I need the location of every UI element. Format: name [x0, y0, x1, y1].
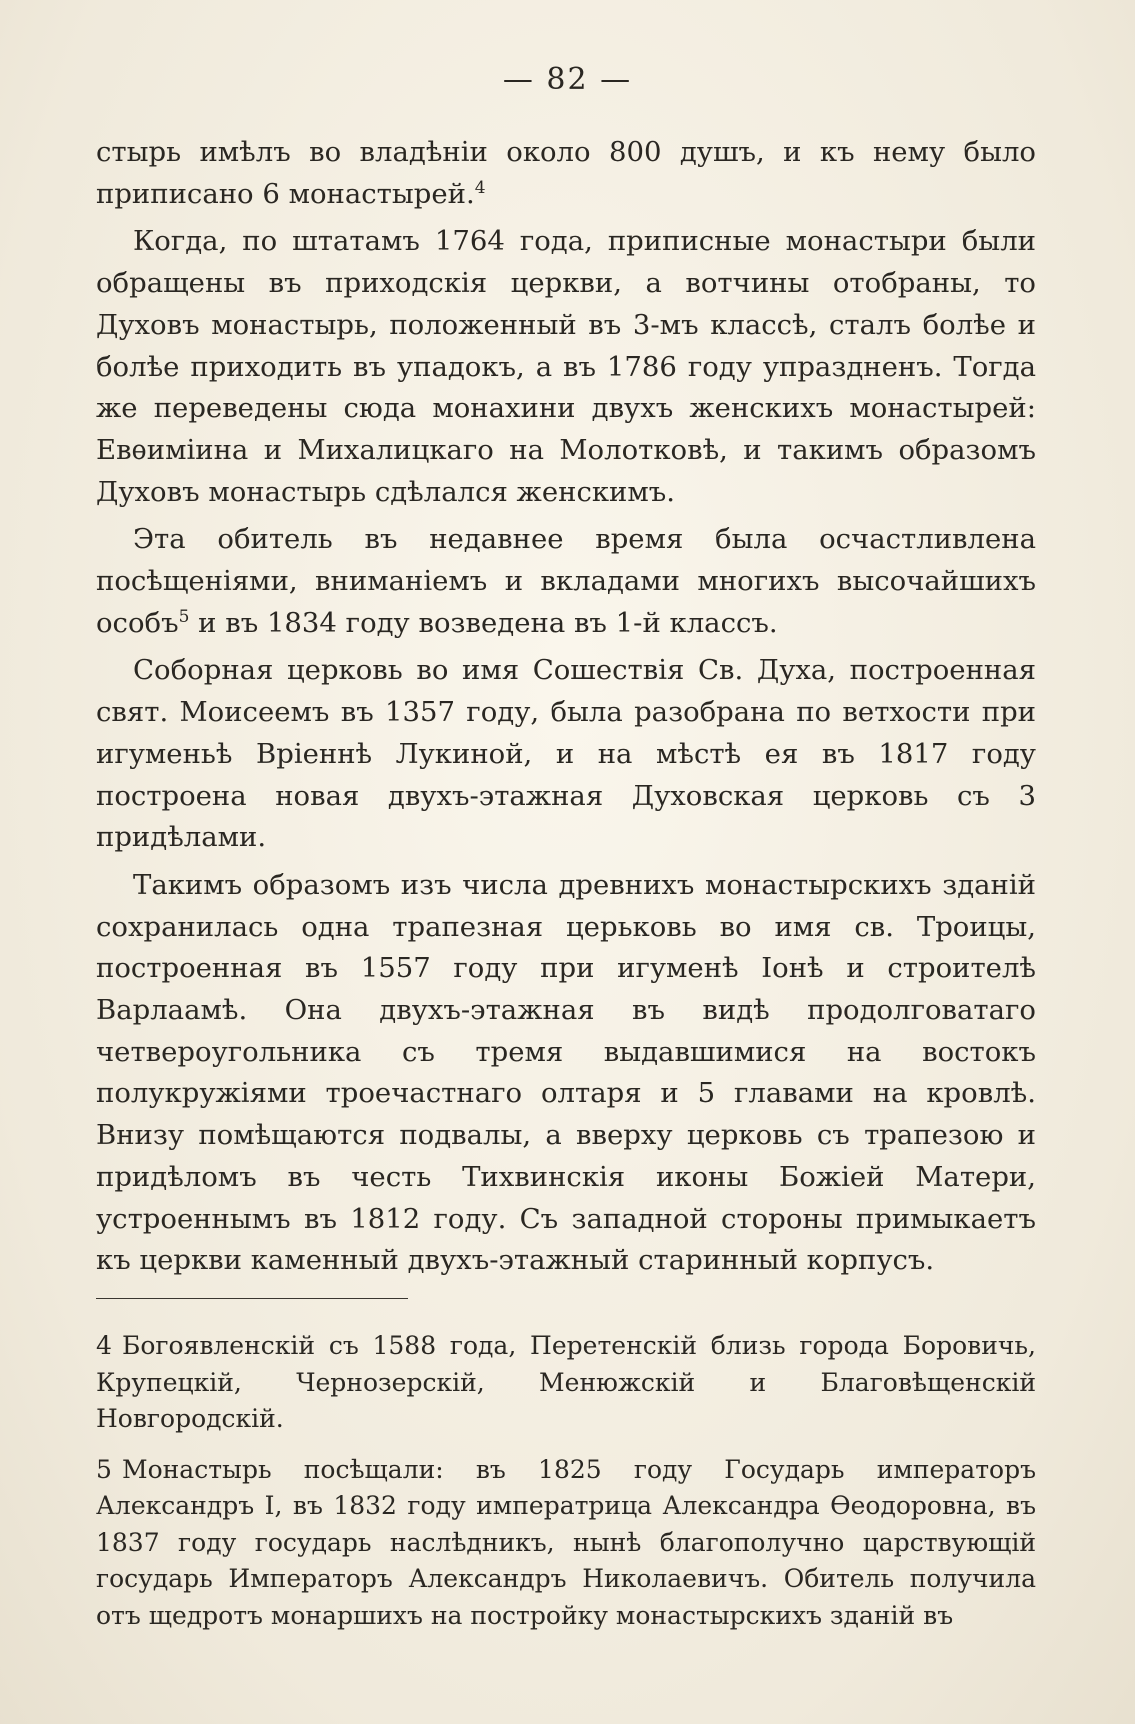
footnote-text: Монастырь посѣщали: въ 1825 году Государь императоръ Александръ I, въ 1832 году императрица Александра Ѳеодоровна, въ 1837 году государь наслѣдникъ, нынѣ благополучно царствующій государь Императоръ Александръ Николаевичъ. Обитель получила отъ щедротъ монаршихъ на постройку монастырскихъ зданій въ [96, 1454, 1036, 1630]
paragraph [96, 519, 1036, 644]
paragraph-continuation [96, 132, 1036, 215]
footnote-text: Богоявленскій съ 1588 года, Перетенскій близь города Боровичь, Крупецкій, Чернозерскій, Менюжскій и Благовѣщенскій Новгородскій. [96, 1331, 1036, 1433]
footnotes [96, 1328, 1036, 1634]
footnote-4 [96, 1328, 1036, 1438]
paragraph-text: и въ 1834 году возведена въ 1-й классъ. [189, 606, 778, 639]
footnote-ref-5[interactable]: 5 [178, 606, 190, 627]
page-number: — 82 — [502, 62, 633, 97]
paragraph-text: стырь имѣлъ во владѣніи около 800 душъ, и къ нему было приписано 6 монастырей. [96, 136, 1036, 210]
main-text [96, 132, 1036, 1282]
footnote-5 [96, 1452, 1036, 1635]
paragraph-text: Такимъ образомъ изъ числа древнихъ монастырскихъ зданій сохранилась одна трапезная церьковь во имя св. Троицы, построенная въ 1557 году при игуменѣ Іонѣ и строителѣ Варлаамѣ. Она двухъ-этажная въ видѣ продолговатаго четвероугольника съ тремя выдавшимися на востокъ полукружіями троечастнаго олтаря и 5 главами на кровлѣ. Внизу помѣщаются подвалы, а вверху церковь съ трапезою и придѣломъ въ честь Тихвинскія иконы Божіей Матери, устроеннымъ въ 1812 году. Съ западной стороны примыкаетъ къ церкви каменный двухъ-этажный старинный корпусъ. [96, 868, 1036, 1277]
paragraph [96, 650, 1036, 859]
paragraph-text: Когда, по штатамъ 1764 года, приписные монастыри были обращены въ приходскія церкви, а вотчины отобраны, то Духовъ монастырь, положенный въ 3-мъ классѣ, сталъ болѣе и болѣе приходить въ упадокъ, а въ 1786 году упраздненъ. Тогда же переведены сюда монахини двухъ женскихъ монастырей: Евѳиміина и Михалицкаго на Молотковѣ, и такимъ образомъ Духовъ монастырь сдѣлался женскимъ. [96, 225, 1036, 508]
footnote-ref-4[interactable]: 4 [474, 177, 486, 198]
footnote-number: 4 [96, 1331, 112, 1360]
footnote-number: 5 [96, 1454, 112, 1484]
paragraph [96, 221, 1036, 513]
paragraph [96, 865, 1036, 1282]
paragraph-text: Соборная церковь во имя Сошествія Св. Духа, построенная свят. Моисеемъ въ 1357 году, была разобрана по ветхости при игуменьѣ Вріеннѣ Лукиной, и на мѣстѣ ея въ 1817 году построена новая двухъ-этажная Духовская церковь съ 3 придѣлами. [96, 654, 1036, 854]
footnote-divider [96, 1298, 408, 1299]
paragraph-text: Эта обитель въ недавнее время была осчастливлена посѣщеніями, вниманіемъ и вкладами многихъ высочайшихъ особъ [96, 523, 1036, 639]
